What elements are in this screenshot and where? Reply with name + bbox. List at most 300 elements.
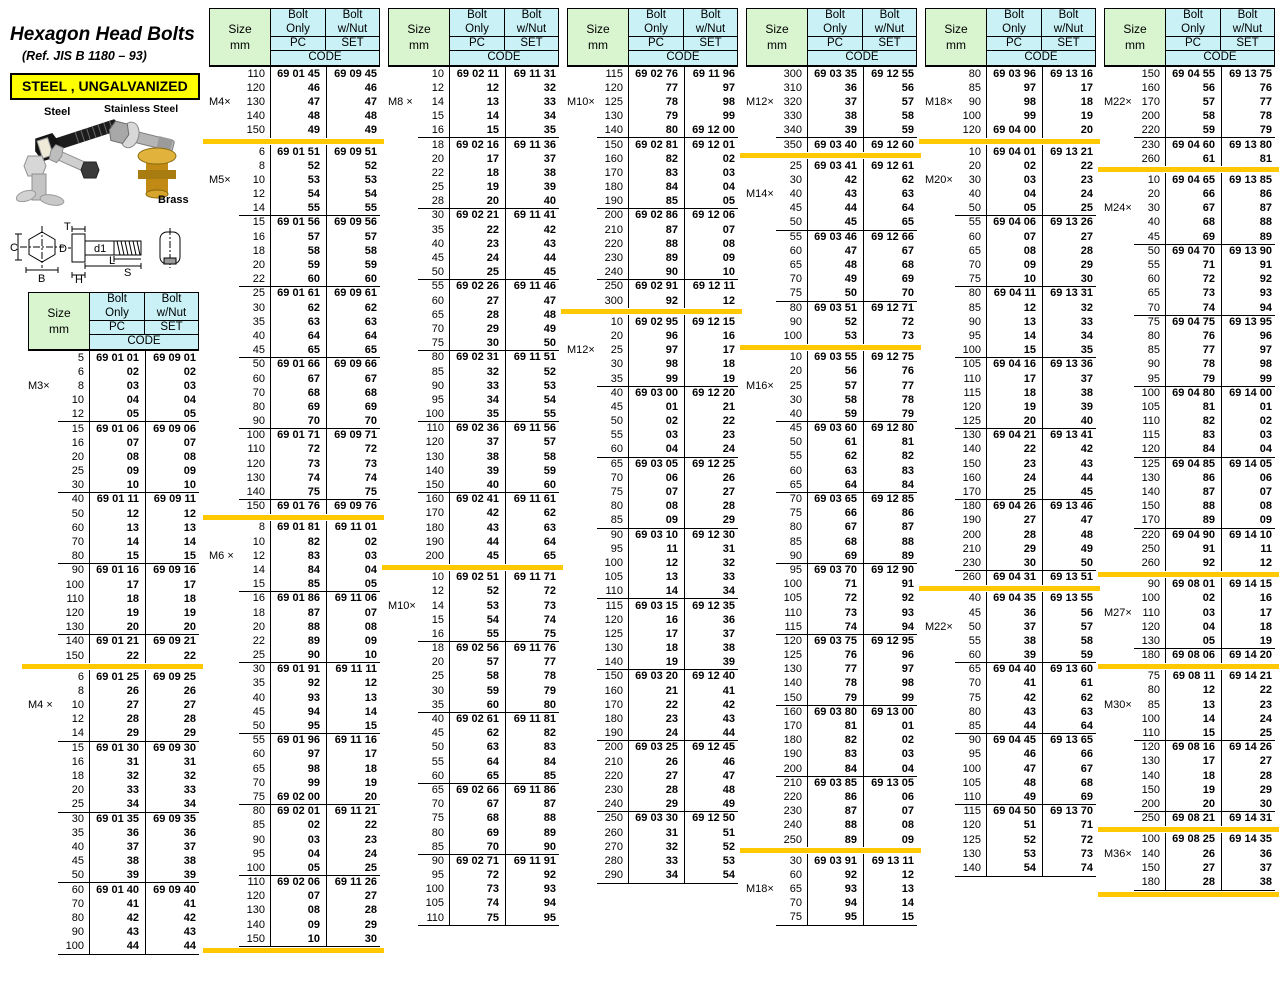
size-cell: 25 [789, 379, 802, 392]
set-code-cell: 31 [684, 542, 738, 556]
size-cell: 10 [71, 394, 84, 407]
table-row [1104, 634, 1275, 648]
table-row [567, 741, 738, 755]
bolt-wnut-header-cell: Bolt w/Nut [145, 293, 198, 320]
pc-code-cell: 29 [986, 542, 1042, 556]
set-code-cell: 85 [505, 769, 559, 783]
size-cell: 150 [1141, 861, 1160, 874]
size-cell: 120 [962, 819, 981, 832]
table-row [925, 847, 1096, 861]
pc-code-cell: 59 [1165, 124, 1221, 138]
set-code-cell: 69 11 16 [326, 734, 380, 748]
size-cell: 25 [252, 287, 265, 300]
table-row [388, 535, 559, 549]
set-code-cell: 69 14 26 [1221, 741, 1275, 755]
bolt-code-table-4 [567, 8, 738, 884]
pc-code-cell: 69 01 06 [89, 422, 145, 436]
size-cell: 55 [968, 634, 981, 647]
pc-code-cell: 73 [807, 606, 863, 620]
pc-code-cell: 77 [807, 663, 863, 677]
table-row [1104, 649, 1275, 663]
size-cell: 40 [610, 386, 623, 399]
pc-code-cell: 69 04 65 [1165, 173, 1221, 187]
dim-label-t: T [64, 221, 71, 233]
size-cell: 40 [71, 840, 84, 853]
pc-code-cell: 49 [807, 273, 863, 287]
set-code-cell: 79 [863, 407, 917, 421]
set-code-cell: 48 [326, 110, 380, 124]
table-row [209, 429, 380, 443]
size-cell: 190 [962, 514, 981, 527]
pc-code-cell: 18 [449, 166, 505, 180]
pc-code-cell: 19 [986, 400, 1042, 414]
size-cell: 105 [783, 592, 802, 605]
size-cell: 40 [252, 691, 265, 704]
table-row [1104, 556, 1275, 570]
size-unit-label: mm [588, 38, 608, 52]
pc-code-cell: 55 [449, 627, 505, 641]
table-row [209, 762, 380, 776]
set-code-cell: 82 [505, 727, 559, 741]
set-code-cell: 91 [1221, 258, 1275, 272]
size-cell: 15 [431, 613, 444, 626]
pc-code-cell: 02 [986, 159, 1042, 173]
table-row [388, 138, 559, 152]
table-row [925, 514, 1096, 528]
set-code-cell: 69 13 51 [1042, 571, 1096, 585]
table-row [1104, 386, 1275, 400]
size-cell: 55 [431, 280, 444, 293]
table-row [567, 798, 738, 812]
pc-code-cell: 69 04 80 [1165, 386, 1221, 400]
set-code-cell: 37 [684, 627, 738, 641]
size-cell: 75 [610, 486, 623, 499]
table-row [925, 244, 1096, 258]
table-row [209, 81, 380, 95]
size-prefix-cell: M10× [567, 95, 595, 108]
pc-code-cell: 19 [628, 656, 684, 670]
size-cell: 160 [604, 684, 623, 697]
set-code-cell: 92 [1221, 273, 1275, 287]
size-cell: 150 [1141, 67, 1160, 80]
size-unit-label: mm [409, 38, 429, 52]
size-cell: 120 [783, 634, 802, 647]
pc-code-cell: 07 [89, 436, 145, 450]
pc-header-cell: PC [450, 37, 505, 50]
size-cell: 200 [1141, 110, 1160, 123]
set-code-cell: 17 [1221, 606, 1275, 620]
set-code-cell: 28 [145, 713, 199, 727]
pc-code-cell: 81 [1165, 400, 1221, 414]
dim-label-d: D [59, 243, 67, 255]
pc-code-cell: 69 01 51 [270, 145, 326, 159]
pc-code-cell: 02 [628, 415, 684, 429]
size-cell: 100 [962, 762, 981, 775]
size-cell: 75 [968, 691, 981, 704]
table-row [388, 251, 559, 265]
set-code-cell: 16 [684, 329, 738, 343]
table-row [388, 883, 559, 897]
set-code-cell: 31 [145, 755, 199, 769]
bolt-only-header-cell: Bolt Only [450, 9, 505, 36]
set-code-cell: 24 [1042, 188, 1096, 202]
table-row [746, 776, 917, 790]
table-row [388, 727, 559, 741]
bolt-wnut-header-cell: Bolt w/Nut [1042, 9, 1095, 36]
pc-code-cell: 69 04 45 [986, 734, 1042, 748]
table-row [746, 563, 917, 577]
pc-code-cell: 26 [1165, 847, 1221, 861]
table-row [28, 365, 199, 379]
table-row [1104, 344, 1275, 358]
set-header-cell: SET [1221, 37, 1274, 50]
table-header [1104, 8, 1275, 67]
pc-code-cell: 78 [628, 95, 684, 109]
code-header-cell: CODE [90, 335, 198, 349]
table-row [567, 415, 738, 429]
set-code-cell: 23 [1042, 173, 1096, 187]
size-cell: 20 [789, 365, 802, 378]
size-cell: 160 [604, 152, 623, 165]
pc-code-cell: 51 [986, 819, 1042, 833]
table-row [388, 337, 559, 351]
pc-code-cell: 12 [628, 556, 684, 570]
table-row [567, 485, 738, 499]
table-row [209, 188, 380, 202]
set-code-cell: 08 [684, 237, 738, 251]
pc-code-cell: 69 01 86 [270, 592, 326, 606]
size-prefix-cell: M36× [1104, 847, 1132, 860]
size-cell: 70 [71, 897, 84, 910]
pc-code-cell: 62 [270, 301, 326, 315]
pc-code-cell: 69 02 01 [270, 805, 326, 819]
size-cell: 95 [431, 393, 444, 406]
size-cell: 80 [431, 351, 444, 364]
set-code-cell: 24 [684, 443, 738, 457]
table-row [925, 173, 1096, 187]
pc-code-cell: 57 [270, 230, 326, 244]
size-cell: 120 [65, 606, 84, 619]
set-code-cell: 69 09 66 [326, 358, 380, 372]
table-row [925, 542, 1096, 556]
set-code-cell: 69 12 20 [684, 386, 738, 400]
bolt-wnut-header-cell: Bolt w/Nut [863, 9, 916, 36]
pc-code-cell: 88 [807, 819, 863, 833]
set-code-cell: 59 [505, 464, 559, 478]
size-cell: 110 [247, 67, 265, 80]
table-row [209, 287, 380, 301]
table-row [1104, 741, 1275, 755]
size-cell: 60 [968, 230, 981, 243]
size-cell: 65 [789, 259, 802, 272]
table-row [1104, 542, 1275, 556]
table-header [209, 8, 380, 67]
pc-code-cell: 34 [449, 393, 505, 407]
set-header-cell: SET [326, 37, 379, 50]
table-row [28, 408, 199, 422]
size-cell: 110 [247, 443, 265, 456]
size-cell: 160 [962, 471, 981, 484]
set-code-cell: 69 11 01 [326, 521, 380, 535]
set-code-cell: 60 [505, 478, 559, 492]
size-cell: 120 [246, 81, 265, 94]
size-cell: 180 [783, 734, 802, 747]
pc-code-cell: 38 [89, 855, 145, 869]
size-cell: 115 [605, 67, 623, 80]
table-row [28, 507, 199, 521]
table-row [388, 656, 559, 670]
table-row [1104, 670, 1275, 684]
table-row [1104, 755, 1275, 769]
set-code-cell: 79 [1221, 124, 1275, 138]
table-row [209, 244, 380, 258]
pc-code-cell: 69 [1165, 230, 1221, 244]
table-row [925, 372, 1096, 386]
bolt-code-table-1 [28, 292, 199, 955]
pc-header-cell: PC [629, 37, 684, 50]
set-code-cell: 29 [145, 727, 199, 741]
table-row [567, 195, 738, 209]
pc-code-cell: 49 [270, 124, 326, 138]
size-cell: 30 [610, 358, 623, 371]
pc-code-cell: 22 [89, 649, 145, 663]
set-code-cell: 09 [684, 251, 738, 265]
table-header [28, 292, 199, 351]
dim-label-c: C [10, 242, 18, 254]
set-code-cell: 69 13 05 [863, 776, 917, 790]
set-code-cell: 69 13 16 [1042, 67, 1096, 81]
table-row [746, 436, 917, 450]
size-cell: 70 [789, 273, 802, 286]
pc-code-cell: 03 [628, 429, 684, 443]
table-row [746, 273, 917, 287]
set-code-cell: 22 [145, 649, 199, 663]
set-code-cell: 09 [863, 833, 917, 847]
size-cell: 200 [604, 209, 623, 222]
size-cell: 160 [783, 705, 802, 718]
table-row [925, 734, 1096, 748]
pc-code-cell: 37 [807, 95, 863, 109]
size-cell: 25 [252, 649, 265, 662]
pc-code-cell: 23 [449, 237, 505, 251]
pc-code-cell: 27 [986, 514, 1042, 528]
set-code-cell: 69 [863, 273, 917, 287]
set-code-cell: 22 [326, 819, 380, 833]
pc-code-cell: 61 [807, 436, 863, 450]
table-row [388, 81, 559, 95]
pc-code-cell: 82 [270, 535, 326, 549]
set-code-cell: 37 [1042, 372, 1096, 386]
set-code-cell: 22 [684, 415, 738, 429]
set-code-cell: 03 [863, 748, 917, 762]
set-code-cell: 84 [863, 478, 917, 492]
pc-code-cell: 45 [449, 549, 505, 563]
size-cell: 220 [604, 237, 623, 250]
size-cell: 110 [605, 585, 623, 598]
set-code-cell: 89 [505, 826, 559, 840]
set-code-cell: 69 12 66 [863, 230, 917, 244]
set-code-cell: 69 09 25 [145, 670, 199, 684]
set-code-cell: 52 [505, 365, 559, 379]
size-cell: 90 [610, 528, 623, 541]
set-code-cell: 69 12 60 [863, 138, 917, 152]
table-row [1104, 315, 1275, 329]
pc-code-cell: 08 [89, 450, 145, 464]
pc-code-cell: 28 [986, 528, 1042, 542]
set-code-cell: 69 14 35 [1221, 833, 1275, 847]
set-code-cell: 37 [1221, 861, 1275, 875]
set-code-cell: 62 [505, 507, 559, 521]
size-cell: 140 [246, 918, 265, 931]
size-cell: 25 [610, 344, 623, 357]
size-cell: 85 [1147, 344, 1160, 357]
pc-code-cell: 79 [807, 691, 863, 705]
set-code-cell: 69 09 40 [145, 883, 199, 897]
set-header-cell: SET [505, 37, 558, 50]
catalog-column-4 [567, 8, 738, 955]
set-code-cell: 98 [684, 95, 738, 109]
table-row [746, 634, 917, 648]
table-row [209, 606, 380, 620]
set-code-cell: 69 13 80 [1221, 138, 1275, 152]
size-cell: 20 [252, 620, 265, 633]
size-cell: 5 [77, 351, 84, 364]
set-code-cell: 22 [1042, 159, 1096, 173]
pc-code-cell: 29 [89, 727, 145, 741]
set-code-cell: 66 [1042, 748, 1096, 762]
size-cell: 240 [604, 266, 623, 279]
pc-code-cell: 20 [1165, 797, 1221, 811]
set-code-cell: 78 [1221, 110, 1275, 124]
pc-code-cell: 69 01 25 [89, 670, 145, 684]
set-code-cell: 69 14 10 [1221, 528, 1275, 542]
size-cell: 22 [431, 166, 444, 179]
size-prefix-cell: M5× [209, 173, 231, 186]
size-cell: 100 [1141, 592, 1160, 605]
set-code-cell: 78 [863, 393, 917, 407]
pc-code-cell: 69 01 91 [270, 663, 326, 677]
size-cell: 15 [252, 578, 265, 591]
pc-code-cell: 89 [1165, 514, 1221, 528]
table-row [567, 344, 738, 358]
size-cell: 105 [962, 776, 981, 789]
size-cell: 130 [246, 471, 265, 484]
size-cell: 250 [604, 812, 623, 825]
table-row [746, 521, 917, 535]
pc-code-cell: 69 03 91 [807, 854, 863, 868]
table-row [388, 840, 559, 854]
pc-code-cell: 69 01 30 [89, 741, 145, 755]
pc-code-cell: 97 [986, 81, 1042, 95]
size-cell: 35 [252, 677, 265, 690]
set-code-cell: 53 [684, 854, 738, 868]
page-title: Hexagon Head Bolts [10, 24, 195, 45]
set-code-cell: 77 [863, 379, 917, 393]
set-code-cell: 98 [1221, 358, 1275, 372]
set-code-cell: 23 [326, 833, 380, 847]
table-row [209, 500, 380, 514]
set-code-cell: 89 [1221, 230, 1275, 244]
table-row [388, 195, 559, 209]
size-cell: 260 [962, 571, 981, 584]
set-code-cell: 84 [505, 755, 559, 769]
pc-code-cell: 69 04 00 [986, 124, 1042, 138]
set-code-cell: 69 [326, 400, 380, 414]
pc-code-cell: 69 04 21 [986, 429, 1042, 443]
table-row [209, 904, 380, 918]
table-row [388, 322, 559, 336]
table-row [925, 443, 1096, 457]
pc-code-cell: 23 [628, 712, 684, 726]
size-cell: 100 [246, 429, 265, 442]
pc-code-cell: 81 [807, 719, 863, 733]
table-end-line [597, 883, 738, 884]
table-row [209, 315, 380, 329]
yellow-group-separator [203, 515, 384, 520]
pc-code-cell: 69 01 45 [270, 67, 326, 81]
table-row [1104, 329, 1275, 343]
size-cell: 65 [789, 883, 802, 896]
pc-code-cell: 69 04 55 [1165, 67, 1221, 81]
pc-code-cell: 57 [449, 656, 505, 670]
pc-code-cell: 43 [449, 521, 505, 535]
table-row [567, 251, 738, 265]
size-unit-label: mm [767, 38, 787, 52]
pc-code-cell: 39 [449, 464, 505, 478]
set-code-cell: 39 [145, 869, 199, 883]
size-cell: 80 [968, 67, 981, 80]
set-code-cell: 20 [326, 790, 380, 804]
size-cell: 40 [431, 713, 444, 726]
table-end-line [58, 954, 199, 955]
size-cell: 10 [71, 699, 84, 712]
table-row [746, 110, 917, 124]
table-end-line [955, 876, 1096, 877]
size-cell: 16 [252, 592, 265, 605]
size-cell: 45 [610, 400, 623, 413]
table-row [925, 415, 1096, 429]
set-code-cell: 22 [1221, 684, 1275, 698]
size-cell: 16 [431, 124, 444, 137]
pc-code-cell: 07 [270, 890, 326, 904]
size-cell: 75 [789, 287, 802, 300]
table-row [28, 869, 199, 883]
table-row [1104, 684, 1275, 698]
set-code-cell: 69 12 95 [863, 634, 917, 648]
table-row [925, 329, 1096, 343]
size-cell: 150 [962, 457, 981, 470]
set-code-cell: 17 [684, 344, 738, 358]
size-cell: 90 [968, 95, 981, 108]
pc-code-cell: 32 [89, 769, 145, 783]
set-code-cell: 04 [326, 563, 380, 577]
set-code-cell: 63 [863, 188, 917, 202]
size-prefix-cell: M16× [746, 379, 774, 392]
table-row [28, 670, 199, 684]
set-code-cell: 78 [505, 670, 559, 684]
table-row [209, 358, 380, 372]
pc-code-cell: 02 [1165, 592, 1221, 606]
set-code-cell: 69 13 21 [1042, 145, 1096, 159]
table-row [209, 719, 380, 733]
table-row [746, 450, 917, 464]
size-cell: 250 [1141, 542, 1160, 555]
pc-code-cell: 44 [89, 940, 145, 954]
table-row [746, 301, 917, 315]
size-cell: 6 [258, 145, 265, 158]
set-code-cell: 27 [1221, 755, 1275, 769]
table-row [925, 705, 1096, 719]
